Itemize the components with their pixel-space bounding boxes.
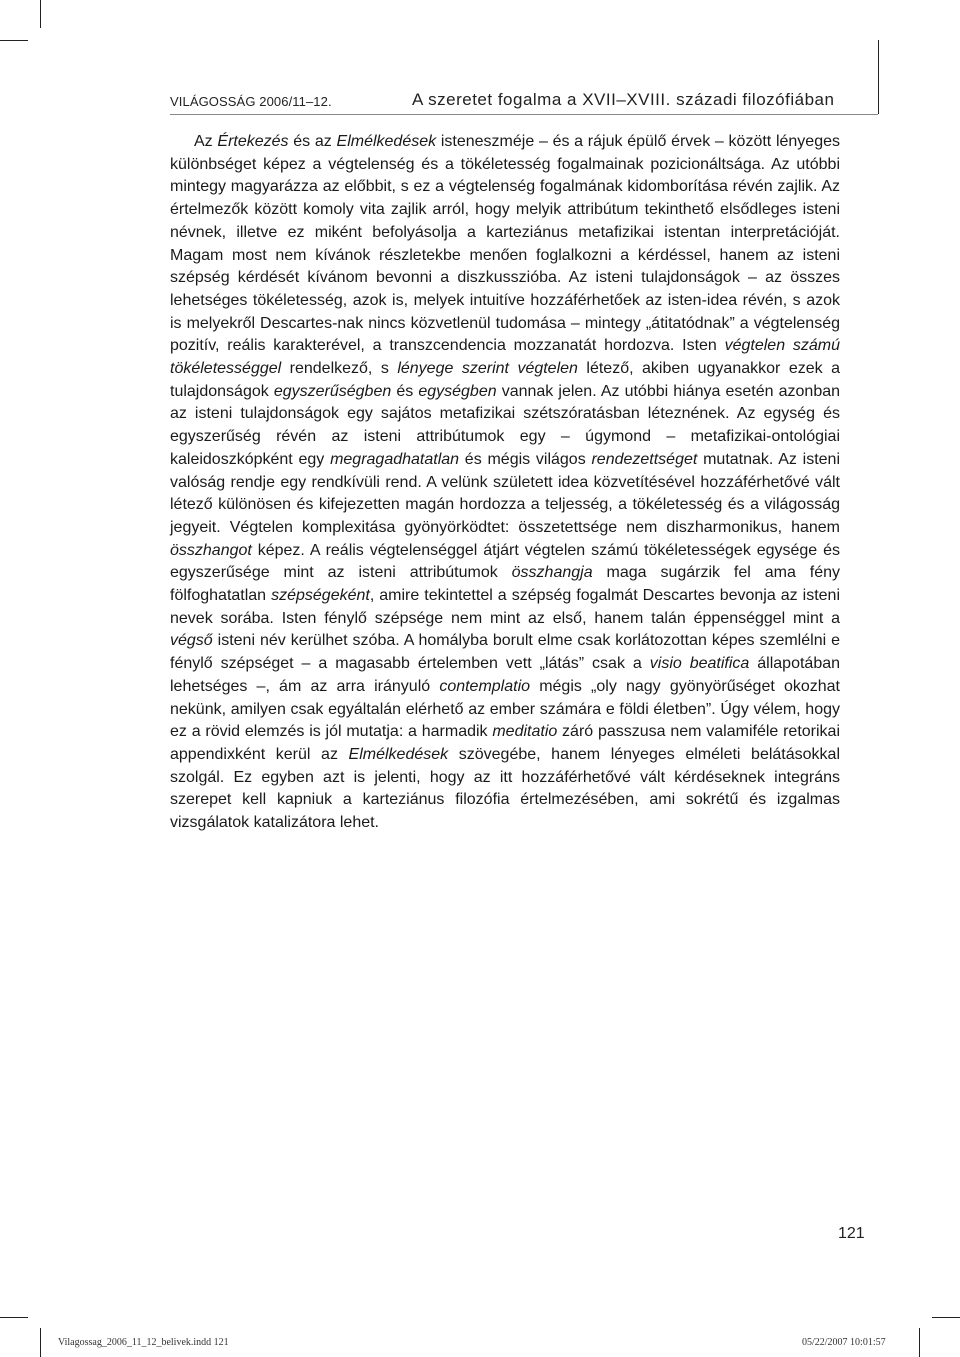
- text-run: létező, akiben ugyanakkor ezek a tulajdonságok: [170, 360, 840, 400]
- footer-file-info: Vilagossag_2006_11_12_belivek.indd 121: [58, 1337, 229, 1348]
- italic-text-run: Elmélkedések: [336, 133, 437, 150]
- italic-text-run: visio beatifica: [649, 655, 750, 673]
- footer-timestamp: 05/22/2007 10:01:57: [802, 1337, 886, 1348]
- text-run: és mégis világos: [459, 450, 592, 468]
- italic-text-run: lényege szerint végtelen: [397, 360, 578, 378]
- crop-mark-left-top: [0, 40, 28, 41]
- running-header-journal: VILÁGOSSÁG 2006/11–12.: [170, 94, 332, 109]
- body-text: [170, 131, 840, 835]
- crop-mark-top-right: [878, 40, 879, 114]
- crop-mark-right-bottom: [932, 1317, 960, 1318]
- text-run: isteni név kerülhet szóba. A homályba borult elme csak korlátozottan képes szemlélni e fénylő szépséget – a magasabb értelemben vett „látás” csak a: [170, 632, 840, 673]
- italic-text-run: összhangja: [511, 564, 593, 582]
- italic-text-run: összhangot: [170, 541, 252, 559]
- text-run: és: [391, 382, 419, 400]
- text-run: mégis „oly nagy gyönyörűséget okozhat nekünk, amilyen csak egyáltalán elérhető az ember számára e földi életben”. Úgy vélem, hogy ez a rövid elemzés is jól mutatja: a harmadik: [170, 677, 840, 741]
- text-run: vannak jelen. Az utóbbi hiánya esetén azonban az isteni tulajdonságok egy sajátos metafizikai szétszóratásban léteznének. Az egység és egyszerűség révén az isteni attribútumok egy – úgymond – metafizikai-ontológiai kaleidoszkópként egy: [170, 382, 841, 468]
- header-rule: [170, 114, 878, 115]
- text-run: képez. A reális végtelenséggel átjárt végtelen számú tökéletességek egysége és egyszerűsége mint az isteni attribútumok: [170, 541, 840, 582]
- text-run: maga sugárzik fel ama fény fölfoghatatlan: [170, 564, 841, 605]
- text-run: rendelkező, s: [281, 360, 398, 378]
- italic-text-run: egyszerűségben: [273, 382, 392, 400]
- italic-text-run: végső: [170, 632, 213, 650]
- crop-mark-top-left: [40, 0, 41, 28]
- body-paragraph: [170, 131, 840, 835]
- crop-mark-bottom-left: [40, 1328, 41, 1357]
- running-header-title: A szeretet fogalma a XVII–XVIII. századi filozófiában: [412, 90, 835, 109]
- crop-mark-left-bottom: [0, 1317, 28, 1318]
- text-run: szövegébe, hanem lényeges elméleti belátásokkal szolgál. Ez egyben azt is jelenti, hogy az itt hozzáférhetővé vált kérdéseknek integráns szerepet kell kapniuk a karteziánus filozófia értelmezésében, ami sokrétű és izgalmas vizsgálatok katalizátora lehet.: [170, 745, 840, 832]
- text-run: állapotában lehetséges –, ám az arra irányuló: [170, 655, 841, 695]
- italic-text-run: megragadhatatlan: [330, 450, 460, 468]
- italic-text-run: Értekezés: [217, 133, 289, 150]
- text-run: mutatnak. Az isteni valóság rendje egy rendkívüli rend. A velünk született idea közvetítésével hozzáférhetővé vált létező különösen és kifejezetten magán hordozza a teljesség, a tökéletesség és a világosság jegyeit. Végtelen komplexitása gyönyörködtet: összetettsége nem diszharmonikus, hanem: [170, 450, 840, 536]
- italic-text-run: végtelen számú tökéletességgel: [170, 337, 841, 378]
- italic-text-run: egységben: [418, 382, 497, 400]
- crop-mark-bottom-right: [919, 1328, 920, 1357]
- text-run: záró passzusa nem valamiféle retorikai appendixként kerül az: [170, 723, 840, 763]
- italic-text-run: Elmélkedések: [348, 745, 449, 763]
- text-run: Az: [194, 133, 218, 150]
- text-run: , amire tekintettel a szépség fogalmát Descartes bevonja az isteni nevek sorába. Isten fénylő szépsége nem mint az első, hanem talán éppenséggel mint a: [170, 587, 841, 627]
- text-run: isteneszméje – és a rájuk épülő érvek – között lényeges különbséget képez a végtelenség és a tökéletesség fogalmainak pozicionáltsága. Az utóbbi mintegy magyarázza az előbbit, s ez a végtelenség fogalmának kidomborítása révén zajlik. Az értelmezők között komoly vita zajlik arról, hogy melyik attribútum tekinthető elsődleges isteni névnek, illetve ez miként befolyásolja a karteziánus metafizikai istentan interpretációját. Magam most nem kívánok részletekbe menően foglalkozni a kérdéssel, hanem az isteni szépség kérdését kívánom bevonni a diszkusszióba. Az isteni tulajdonságok – az összes lehetséges tökéletesség, azok is, melyek intuitíve hozzáférhetőek az isten-idea révén, s azok is melyekről Descartes-nak nincs közvetlenül tudomása – mintegy „átitatódnak” a végtelenség pozitív, reális karakterével, a transzcendencia mozzanatát hordozva. Isten: [170, 133, 841, 355]
- italic-text-run: meditatio: [492, 723, 558, 741]
- text-run: és az: [288, 133, 337, 150]
- italic-text-run: contemplatio: [439, 677, 531, 695]
- page-number: 121: [838, 1225, 865, 1242]
- italic-text-run: rendezettséget: [591, 450, 698, 468]
- italic-text-run: szépségeként: [271, 587, 370, 605]
